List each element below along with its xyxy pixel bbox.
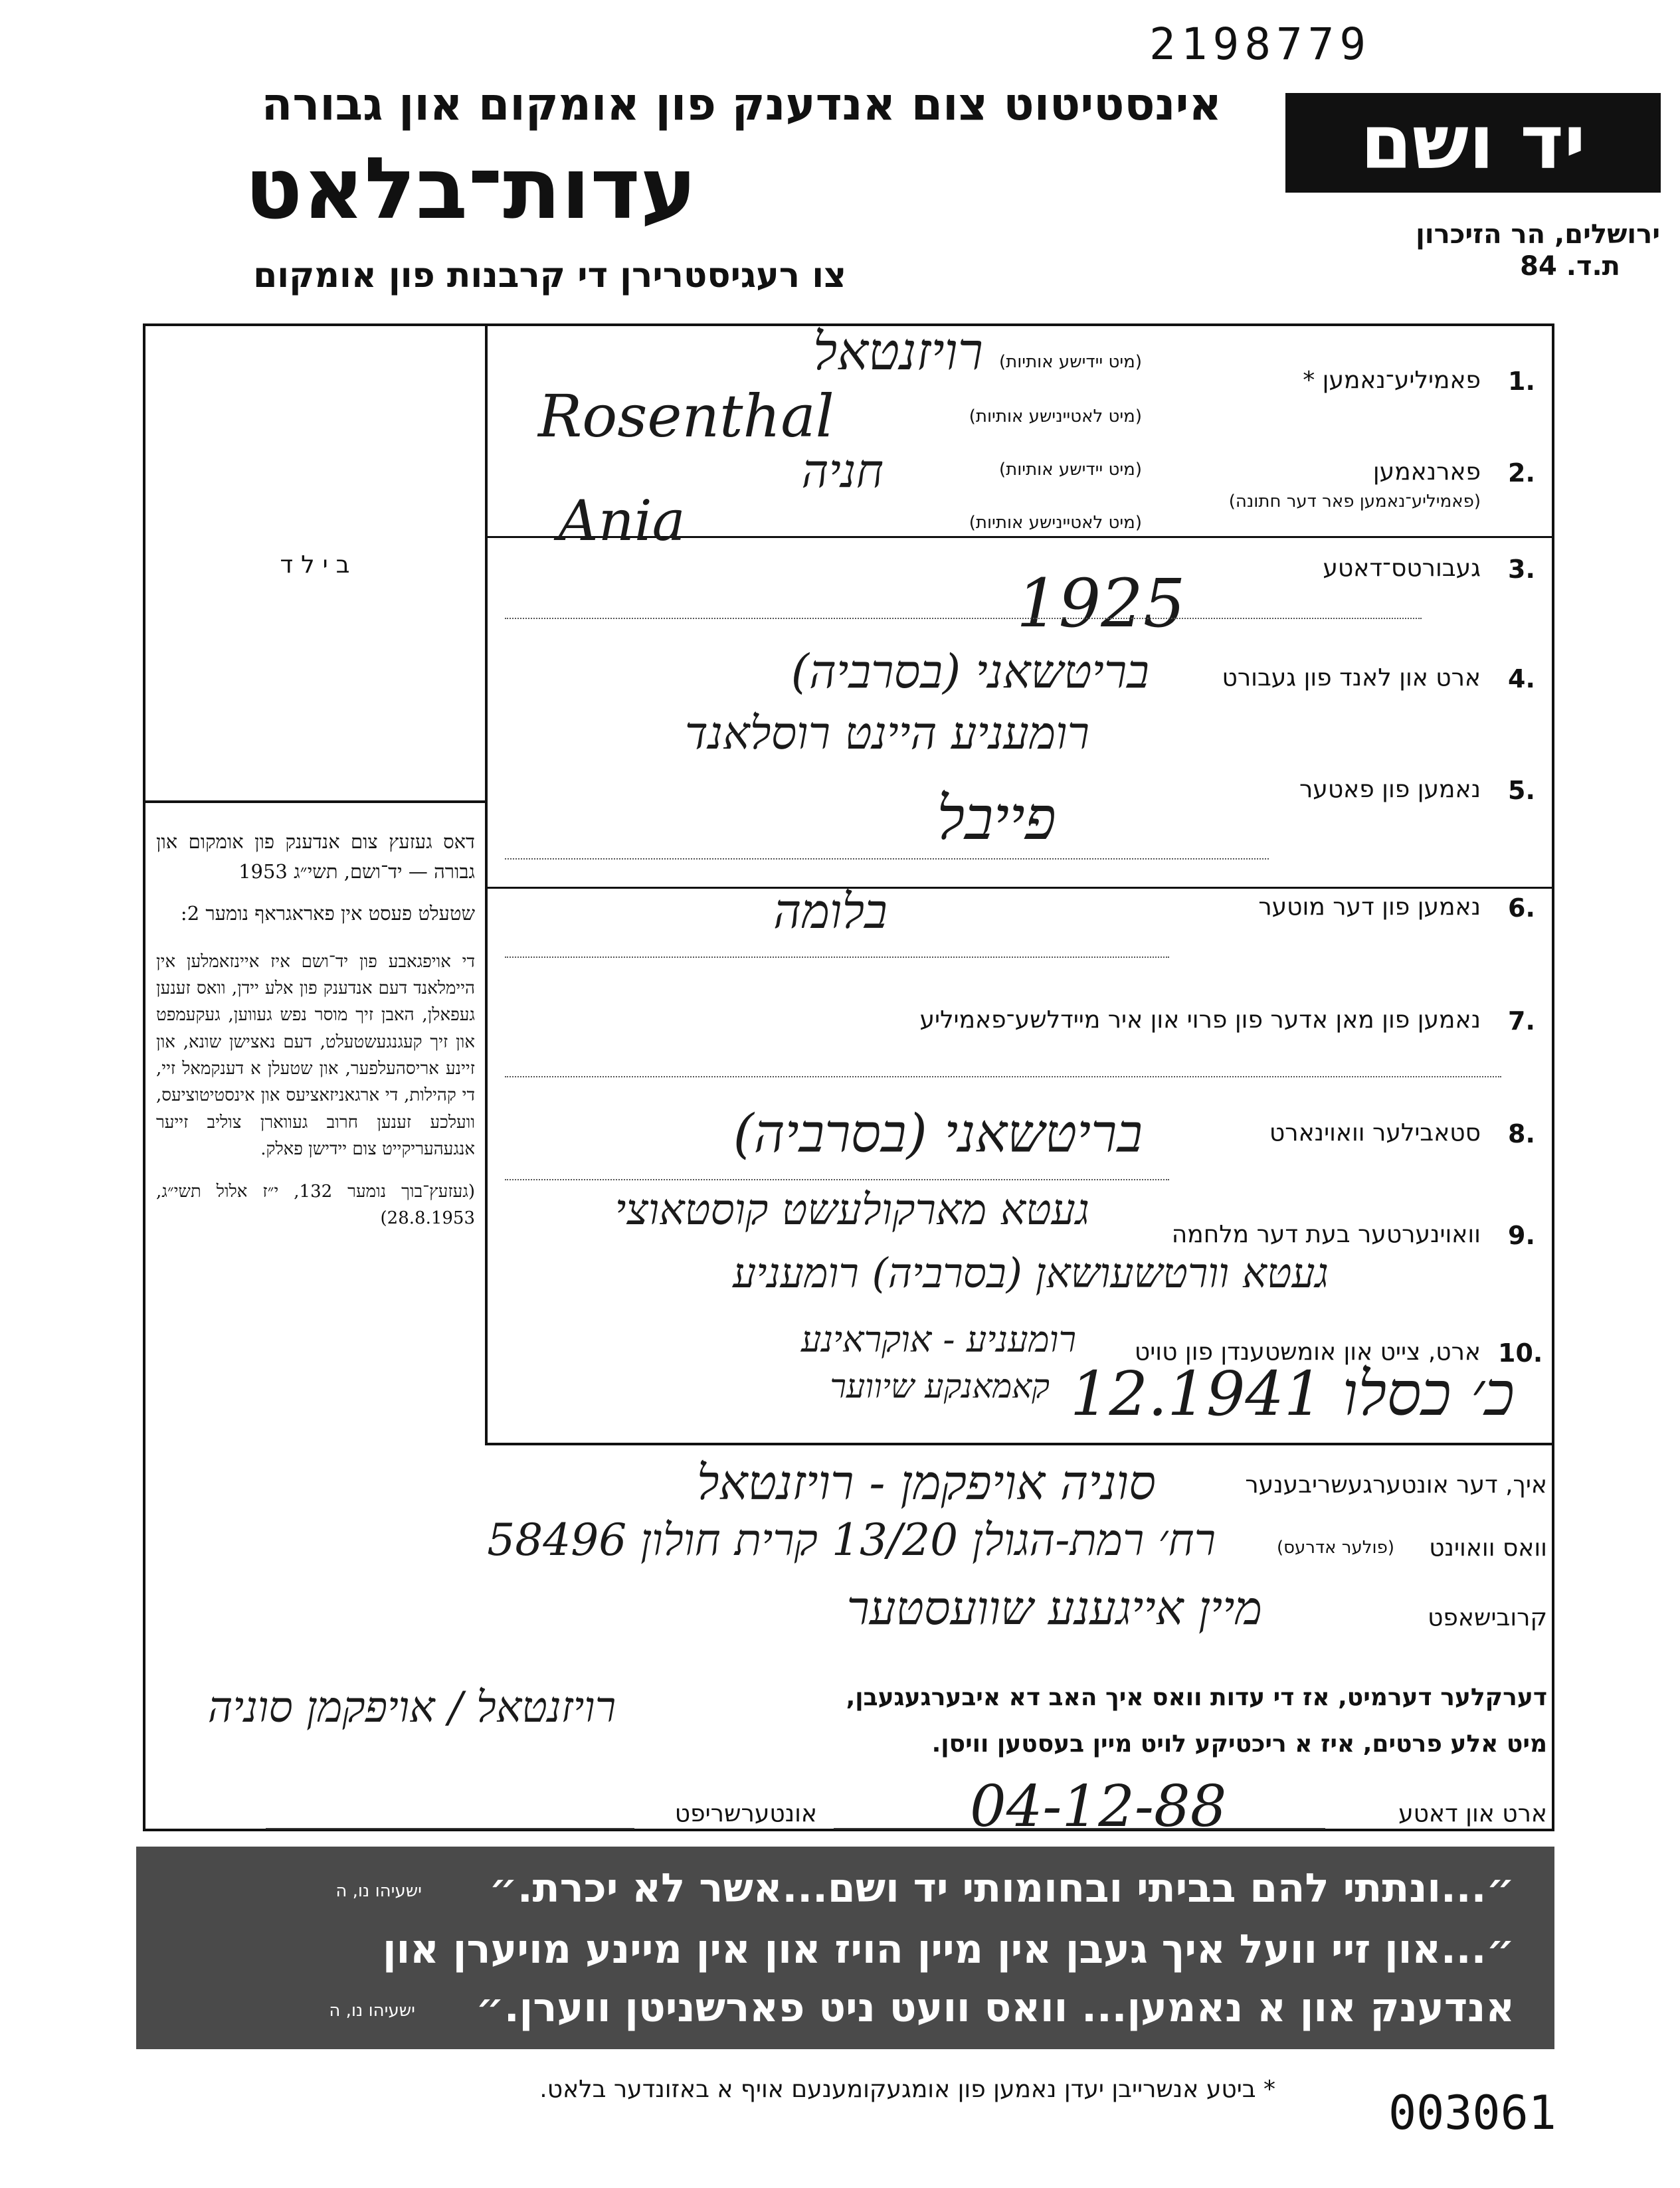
law-paragraph-3: די אויפגאבע פון יד־ושם איז איינזאמלען אין היימלאנד דעם אנדענק פון אלע יידן, וואס זענען געפאלן, האבן זיך מוסר נפש געווען, געקעמפט און זיך קעגנגעשטעלט, דעם נאצישן שונא, און זיינע אריסהעלפער, און שטעלן א דענקמאל זיי, די קהילות, די ארגאניזאציעס און אינסטיטוציעס, וועלכע זענען חרוב געווארן צוליב זייער אנגעהעריקייט צום יידישן פאלק.	[156, 951, 475, 1159]
witness-name-value[interactable]: סוניה אויפקמן - רויזנטאל	[696, 1455, 1156, 1510]
signature-value[interactable]: רויזנטאל / אויפקמן סוניה	[207, 1683, 616, 1732]
field-4-value-1[interactable]: בריטשאני (בסרביה)	[791, 644, 1149, 699]
yad-vashem-logo	[1285, 93, 1661, 193]
field-separator	[485, 887, 1554, 889]
field-1-value-latin[interactable]: Rosenthal	[538, 382, 834, 450]
logo-pobox: ת.ד. 84	[1520, 251, 1620, 282]
field-9-value-2[interactable]: געטא וורטשעושאן (בסרביה) רומעניע	[733, 1249, 1329, 1297]
field-5-value[interactable]: פייבל	[937, 784, 1056, 854]
banner-line-1: ״...ונתתי להם בביתי ובחומותי יד ושם...אשר לא יכרת.״	[489, 1865, 1515, 1912]
field-2-sub-latin: (מיט לאטיינישע אותיות)	[969, 513, 1142, 533]
field-9-value-1[interactable]: געטא מארקולעשט קוסטאוצי	[614, 1186, 1089, 1235]
field-2-number: 2.	[1508, 458, 1535, 488]
field-6-label: נאמען פון דער מוטער	[1258, 893, 1481, 921]
field-3-number: 3.	[1508, 555, 1535, 584]
field-4-value-2[interactable]: רומעניע היינט רוסלאנד	[684, 707, 1089, 760]
field-separator	[485, 1443, 1554, 1445]
field-6-value[interactable]: בלומה	[773, 883, 887, 939]
field-10-label: ארט, צייט און אומשטענדן פון טויט	[1134, 1338, 1481, 1366]
logo-address: ירושלים, הר הזיכרון	[1416, 219, 1660, 250]
document-number-bottom: 003061	[1388, 2086, 1556, 2140]
date-value[interactable]: 04-12-88	[970, 1774, 1227, 1840]
declaration-line-2: מיט אלע פרטים, איז א ריכטיקע לויט מיין בעסטען וויסן.	[931, 1730, 1547, 1758]
field-1-label: פאמיליע־נאמען *	[1303, 367, 1481, 394]
institute-heading: אינסטיטוט צום אנדענק פון אומקום און גבורה	[261, 78, 1222, 131]
field-8-number: 8.	[1508, 1119, 1535, 1148]
field-8-value[interactable]: בריטשאני (בסרביה)	[733, 1103, 1143, 1164]
field-3-value[interactable]: 1925	[1016, 565, 1186, 642]
field-7-number: 7.	[1508, 1006, 1535, 1036]
field-10-value-2[interactable]: קאמאנקע שיווער	[830, 1367, 1050, 1406]
field-10-value-1[interactable]: רומעניע - אוקראינע	[800, 1319, 1076, 1360]
witness-address-value[interactable]: רח׳ רמת-הגולן 13/20 קרית חולון 58496	[487, 1514, 1216, 1566]
photo-box-bottom	[143, 800, 486, 803]
quote-banner	[136, 1847, 1554, 2049]
field-5-line	[505, 858, 1269, 860]
field-2-label: פארנאמען	[1372, 458, 1481, 486]
field-4-label: ארט און לאנד פון געבורט	[1222, 664, 1481, 691]
field-1-sub-yiddish: (מיט יידישע אותיות)	[998, 352, 1142, 372]
field-7-line	[505, 1076, 1501, 1077]
field-2-sub-yiddish: (מיט יידישע אותיות)	[998, 460, 1142, 480]
witness-relation-value[interactable]: מיין אייגענע שוועסטער	[846, 1581, 1262, 1635]
field-8-label: סטאבילער וואוינארט	[1269, 1119, 1481, 1146]
form-title: עדות־בלאט	[244, 139, 697, 238]
photo-label: בילד	[280, 551, 358, 579]
document-number-top: 2198779	[1149, 19, 1372, 70]
footnote: * ביטע אנשרייבן יעדן נאמען פון אומגעקומענעם אויף א באזונדער בלאט.	[539, 2076, 1275, 2103]
date-label: ארט און דאטע	[1398, 1800, 1547, 1827]
declaration-line-1: דערקלער דערמיט, אז די עדות וואס איך האב דא איבערגעגעבן,	[846, 1684, 1547, 1711]
field-6-line	[505, 957, 1169, 958]
field-9-label: וואוינערטער בעת דער מלחמה	[1171, 1221, 1481, 1248]
law-text-block	[156, 827, 475, 1232]
field-5-label: נאמען פון פאטער	[1299, 776, 1481, 803]
field-3-line	[505, 618, 1422, 619]
field-10-number: 10.	[1498, 1338, 1543, 1368]
field-8-line	[505, 1179, 1169, 1180]
field-10-value-3[interactable]: כ׳ כסלו 12.1941	[1070, 1358, 1515, 1429]
witness-name-label: איך, דער אונטערגעשריבענער	[1245, 1471, 1547, 1499]
field-2-value-latin[interactable]: Ania	[558, 488, 686, 553]
law-paragraph-4: (געזעץ־בוך נומער 132, י״ז אלול תשי״ג, 28.8.1953)	[156, 1182, 476, 1229]
field-3-label: געבורטס־דאטע	[1323, 555, 1481, 582]
banner-line-2: ״...און זיי וועל איך געבן אין מיין הויז און אין מיינע מויערן און	[382, 1926, 1515, 1973]
field-4-number: 4.	[1508, 664, 1535, 693]
signature-label: אונטערשריפט	[674, 1800, 817, 1827]
law-paragraph-2: שטעלט פעסט אין פאראגראף נומער 2:	[180, 901, 475, 925]
law-paragraph-1: דאס געזעץ צום אנדענק פון אומקום און גבורה — יד־ושם, תשי״ג 1953	[156, 830, 475, 883]
field-5-number: 5.	[1508, 776, 1535, 805]
witness-address-label: וואס וואוינט	[1429, 1534, 1547, 1562]
field-2-label-maiden: (פאמיליע־נאמען פאר דער חתונה)	[1228, 492, 1481, 511]
banner-line-3: אנדענק און א נאמען... וואס וועט ניט פארשניטן ווערן.״	[476, 1985, 1515, 2031]
logo-text: יד ושם	[1360, 100, 1586, 186]
banner-ref-2: ישעיהו נו, ה	[329, 2001, 415, 2021]
field-2-value-yiddish[interactable]: חניה	[801, 444, 884, 498]
field-7-label: נאמען פון מאן אדער פון פרוי און איר מיידלשע־פאמיליע	[919, 1006, 1481, 1034]
field-1-value-yiddish[interactable]: רויזנטאל	[812, 322, 983, 382]
date-line	[834, 1828, 1325, 1829]
signature-line	[266, 1828, 634, 1829]
field-1-sub-latin: (מיט לאטיינישע אותיות)	[969, 407, 1142, 426]
field-9-number: 9.	[1508, 1221, 1535, 1250]
witness-relation-label: קרובישאפט	[1428, 1604, 1547, 1631]
banner-ref-1: ישעיהו נו, ה	[335, 1881, 422, 1901]
field-1-number: 1.	[1508, 367, 1535, 396]
form-subtitle: צו רעגיסטרירן די קרבנות פון אומקום	[253, 256, 846, 296]
field-6-number: 6.	[1508, 893, 1535, 923]
witness-address-sub: (פולער אדרעס)	[1277, 1538, 1394, 1558]
